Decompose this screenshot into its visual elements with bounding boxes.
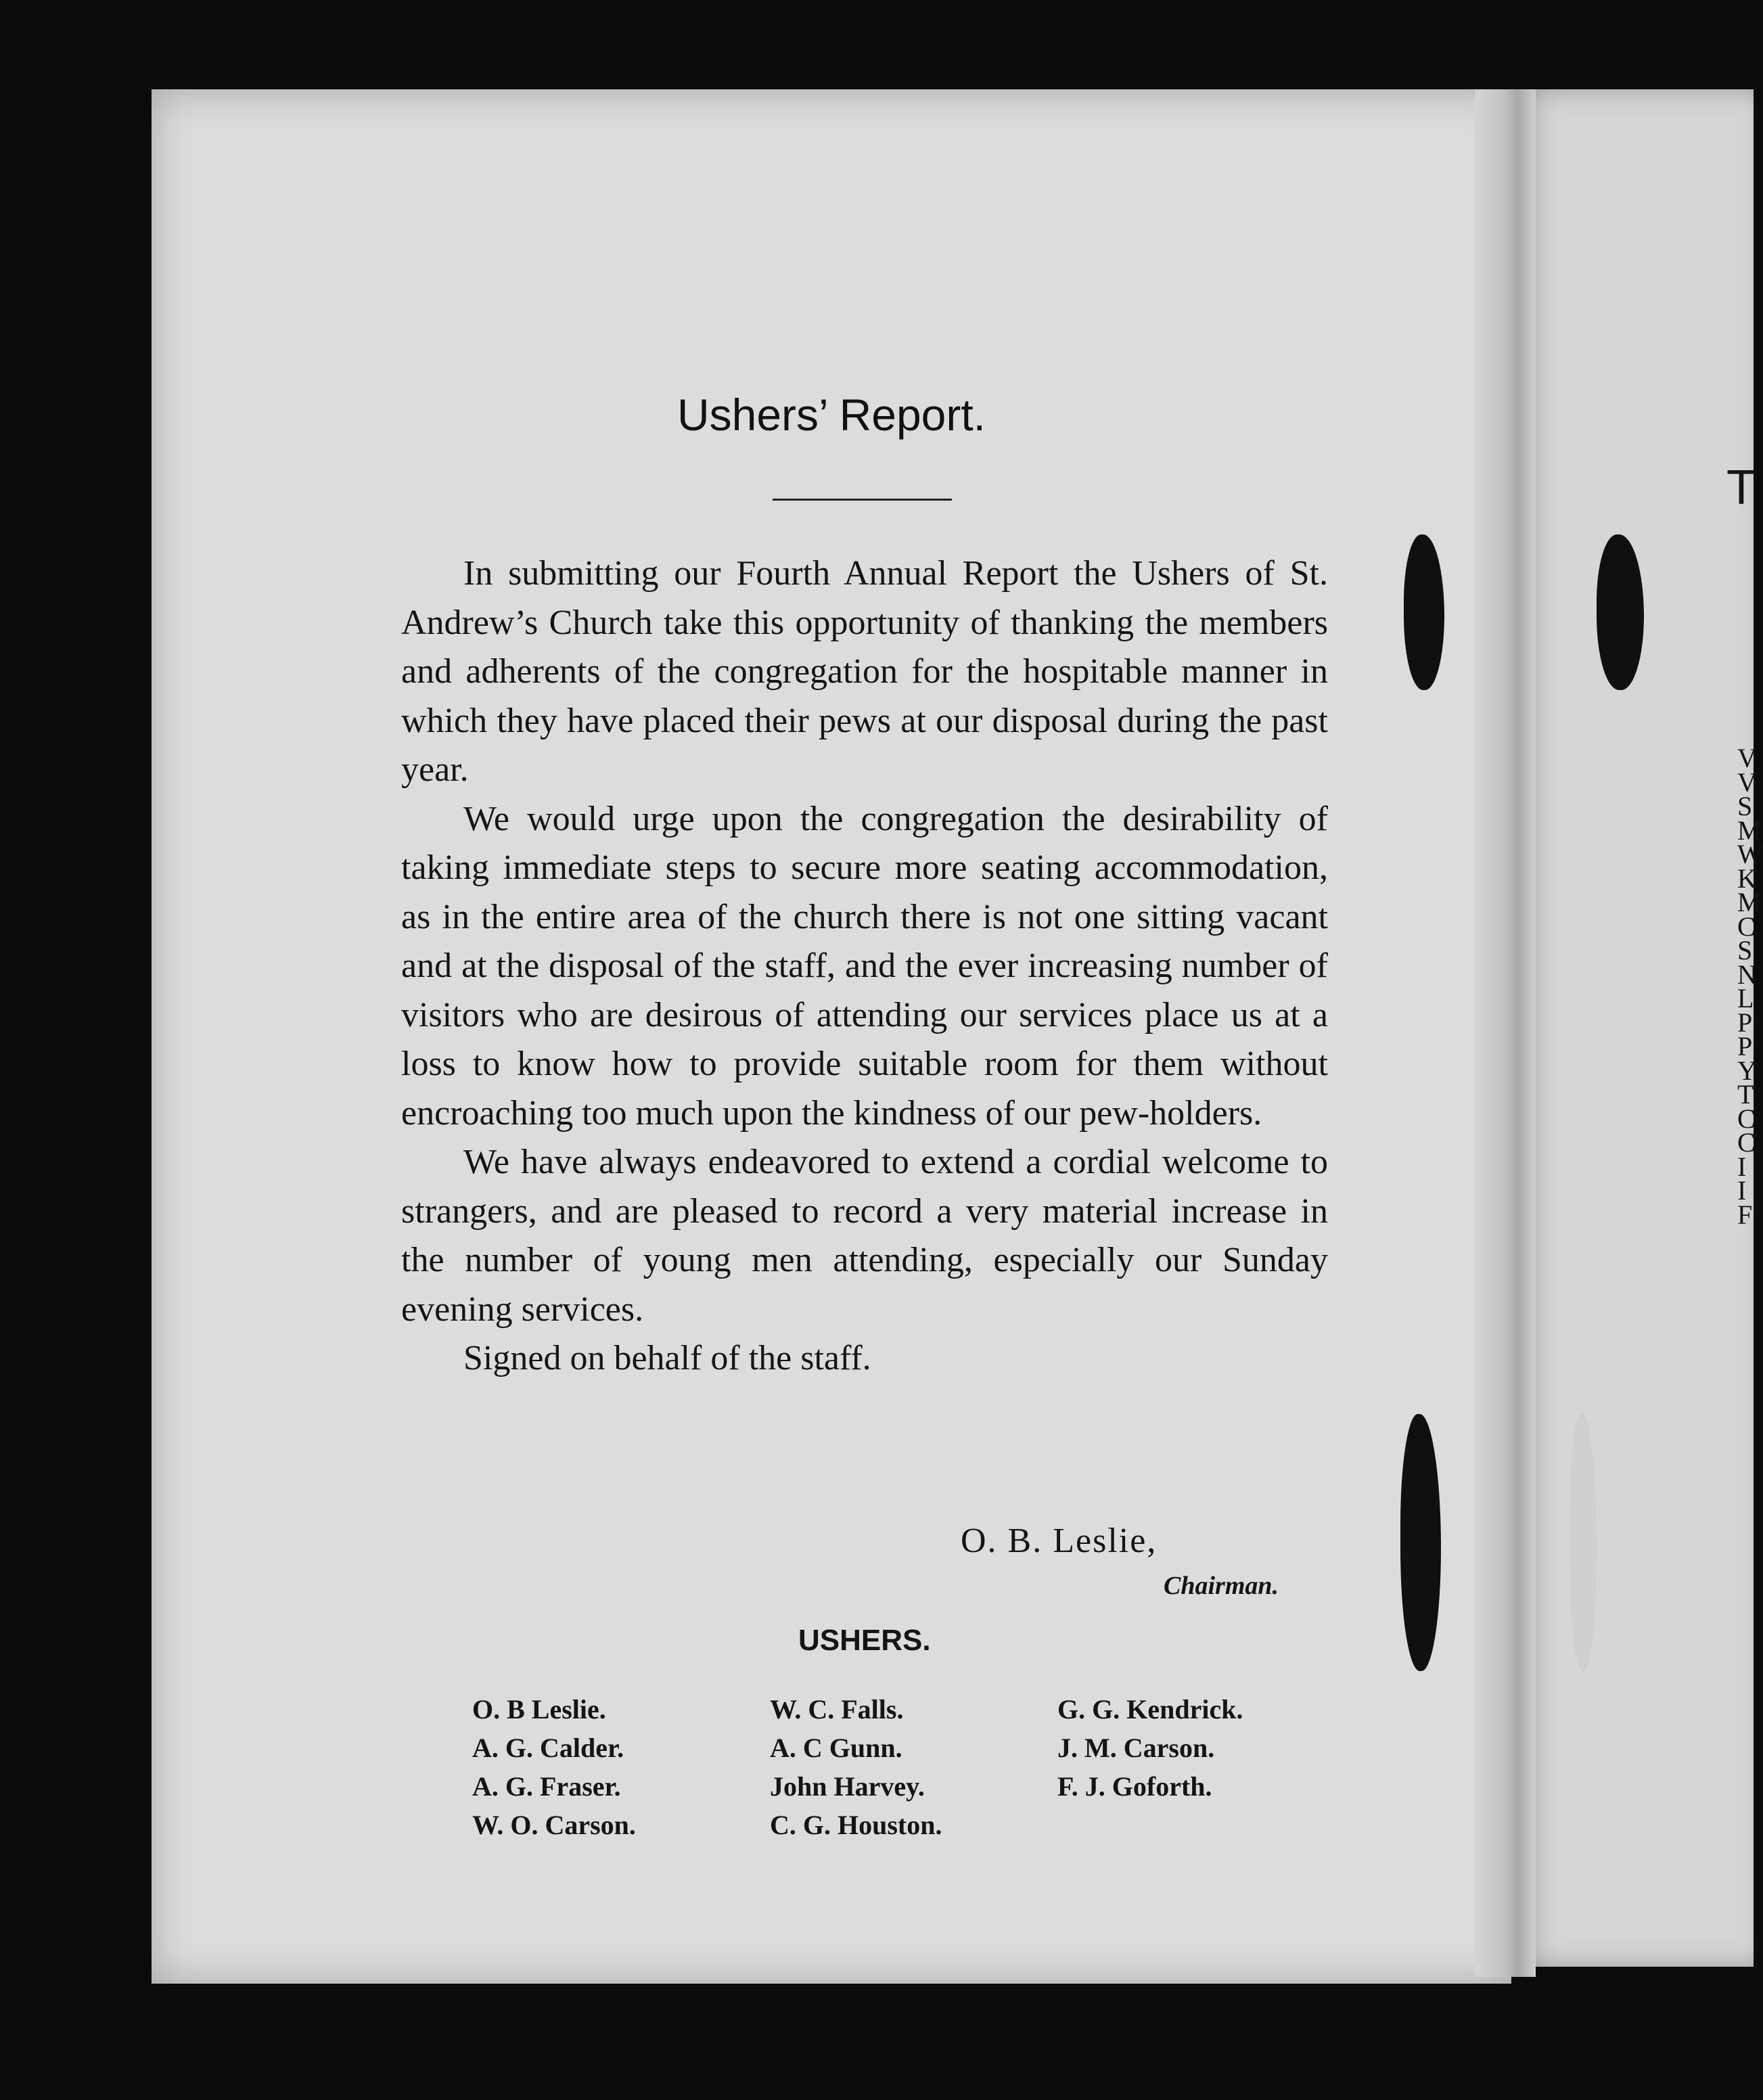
paragraph-3: We have always endeavored to extend a cordial welcome to strangers, and are pleased to record a very material increase in the number of young men attending, especially our Sunday evening services. bbox=[401, 1143, 1328, 1329]
edge-letter: P bbox=[1737, 1007, 1753, 1038]
edge-letter: S bbox=[1737, 935, 1753, 965]
signature-title: Chairman. bbox=[1164, 1572, 1279, 1600]
edge-letter: Y bbox=[1737, 1055, 1757, 1086]
usher-name: J. M. Carson. bbox=[1057, 1733, 1215, 1763]
edge-letter: C bbox=[1737, 1103, 1756, 1134]
edge-letter: S bbox=[1737, 791, 1753, 821]
title-divider bbox=[773, 499, 952, 501]
usher-name: G. G. Kendrick. bbox=[1057, 1694, 1243, 1725]
usher-name: A. C Gunn. bbox=[770, 1733, 902, 1763]
usher-name: W. C. Falls. bbox=[770, 1694, 904, 1725]
edge-letter: T bbox=[1737, 1079, 1754, 1110]
paragraph-4: Signed on behalf of the staff. bbox=[463, 1339, 871, 1377]
report-title: Ushers’ Report. bbox=[677, 390, 986, 440]
edge-letter: C bbox=[1737, 1127, 1756, 1158]
usher-name: F. J. Goforth. bbox=[1057, 1771, 1212, 1802]
ushers-column-1 bbox=[472, 1690, 636, 1844]
ushers-column-3 bbox=[1057, 1690, 1243, 1806]
edge-letter: I bbox=[1737, 1175, 1747, 1206]
paragraph-2: We would urge upon the congregation the desirability of taking immediate steps to secure more seating accommodation, as in the entire area of the church there is not one sitting vacant and at the disposal of the staff, and the ever increasing number of visitors who are desirous of attending our services place us at a loss to know how to provide suitable room for them without encroaching too much upon the kindness of our pew-holders. bbox=[401, 799, 1328, 1133]
paragraph-1: In submitting our Fourth Annual Report the Ushers of St. Andrew’s Church take this opportunity of thanking the members and adherents of the congregation for the hospitable manner in which they have placed their pews at our disposal during the past year. bbox=[401, 554, 1328, 789]
right-page bbox=[1519, 89, 1754, 1967]
edge-letter: P bbox=[1737, 1031, 1753, 1062]
edge-letter: C bbox=[1737, 911, 1756, 942]
edge-letter: W bbox=[1737, 839, 1763, 869]
page-gutter bbox=[1475, 89, 1536, 1977]
edge-letter: F bbox=[1737, 1199, 1753, 1230]
right-page-edge-letters bbox=[1737, 743, 1763, 1230]
edge-letter: M bbox=[1737, 815, 1762, 846]
edge-letter: L bbox=[1737, 983, 1754, 1013]
ushers-list bbox=[472, 1690, 1365, 1852]
usher-name: C. G. Houston. bbox=[770, 1810, 942, 1840]
report-body bbox=[401, 549, 1328, 1384]
right-page-heading-fragment: T bbox=[1726, 461, 1756, 515]
usher-name: A. G. Fraser. bbox=[472, 1771, 621, 1802]
usher-name: W. O. Carson. bbox=[472, 1810, 636, 1840]
edge-letter: V bbox=[1737, 767, 1757, 798]
edge-letter: V bbox=[1737, 743, 1757, 773]
usher-name: A. G. Calder. bbox=[472, 1733, 624, 1763]
usher-name: O. B Leslie. bbox=[472, 1694, 606, 1725]
edge-letter: K bbox=[1737, 863, 1757, 894]
edge-letter: M bbox=[1737, 887, 1762, 917]
ushers-column-2 bbox=[770, 1690, 942, 1844]
usher-name: John Harvey. bbox=[770, 1771, 925, 1802]
ushers-heading: USHERS. bbox=[798, 1624, 931, 1657]
signature-name: O. B. Leslie, bbox=[961, 1522, 1158, 1560]
edge-letter: N bbox=[1737, 959, 1757, 990]
edge-letter: I bbox=[1737, 1151, 1747, 1182]
